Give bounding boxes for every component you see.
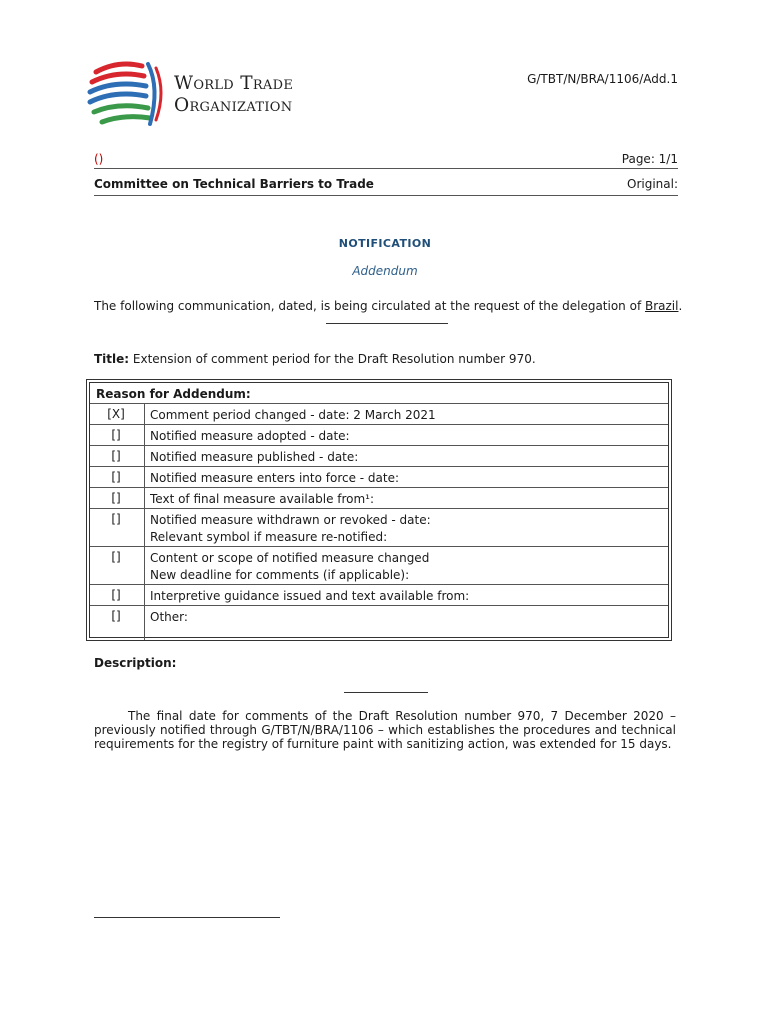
reason-description [150, 512, 431, 546]
header-divider [94, 168, 678, 169]
footnote-rule [94, 917, 280, 918]
header-divider-bottom [94, 195, 678, 196]
column-divider [144, 446, 145, 467]
country-name: Brazil [644, 299, 679, 313]
column-divider [144, 425, 145, 446]
organization-name [174, 73, 293, 117]
column-divider [144, 585, 145, 606]
communication-text [94, 299, 682, 313]
reason-line: Notified measure published - date: [150, 450, 359, 464]
reason-table [86, 379, 672, 641]
reason-checkbox-mark: [] [111, 512, 121, 526]
communication-prefix: The following communication, dated, is being circulated at the request of the delegation of [94, 299, 645, 313]
reason-line: Content or scope of notified measure changed [150, 551, 430, 565]
notification-title: NOTIFICATION [338, 237, 432, 250]
reason-row [90, 508, 668, 547]
reason-description [150, 428, 350, 445]
column-divider [144, 509, 145, 547]
reason-row [90, 487, 668, 509]
reason-line: Notified measure enters into force - date: [150, 471, 400, 485]
reason-checkbox-mark: [X] [107, 407, 125, 421]
reason-heading: Reason for Addendum: [96, 387, 251, 401]
description-rule [344, 692, 428, 693]
committee-name: Committee on Technical Barriers to Trade [94, 177, 374, 191]
reason-row [90, 424, 668, 446]
reason-line: Notified measure withdrawn or revoked - date: [150, 513, 431, 527]
reason-description [150, 550, 429, 584]
description-label: Description: [94, 656, 177, 670]
reason-line: Relevant symbol if measure re-notified: [150, 530, 388, 544]
reason-row [90, 584, 668, 606]
column-divider [144, 488, 145, 509]
reason-row [90, 546, 668, 585]
reason-checkbox-mark: [] [111, 550, 121, 564]
reason-line: Interpretive guidance issued and text available from: [150, 589, 470, 603]
separator-rule [326, 323, 448, 324]
column-divider [144, 547, 145, 585]
wto-logo-icon [84, 58, 166, 132]
title-text: Extension of comment period for the Draft Resolution number 970. [129, 352, 536, 366]
reason-row [90, 445, 668, 467]
reason-line: New deadline for comments (if applicable): [150, 568, 410, 582]
notification-subtitle: Addendum [352, 264, 418, 278]
reason-description [150, 609, 188, 626]
reason-description [150, 491, 374, 508]
measure-title [94, 352, 536, 366]
organization-name-line2: Organization [174, 95, 293, 116]
reason-checkbox-mark: [] [111, 428, 121, 442]
reason-checkbox-mark: [] [111, 449, 121, 463]
reason-checkbox-mark: [] [111, 470, 121, 484]
reason-checkbox-mark: [] [111, 588, 121, 602]
reason-row [90, 466, 668, 488]
reason-row [90, 403, 668, 425]
reason-description [150, 470, 399, 487]
organization-name-line1: World Trade [174, 73, 294, 94]
reason-description [150, 449, 358, 466]
reason-line: Other: [150, 610, 188, 624]
reason-row [90, 605, 668, 640]
column-divider [144, 404, 145, 425]
page-number: Page: 1/1 [621, 152, 678, 166]
description-text: The final date for comments of the Draft Resolution number 970, 7 December 2020 – previously notified through G/TBT/N/BRA/1106 – which establishes the procedures and technical requirements for the registry of furniture paint with sanitizing action, was extended for 15 days. [94, 709, 676, 751]
reason-description [150, 588, 469, 605]
reason-checkbox-mark: [] [111, 491, 121, 505]
column-divider [144, 606, 145, 640]
title-label: Title: [94, 352, 130, 366]
reason-line: Notified measure adopted - date: [150, 429, 350, 443]
reason-checkbox-mark: [] [111, 609, 121, 623]
original-language: Original: [627, 177, 678, 191]
communication-suffix: . [678, 299, 683, 313]
reason-line: Comment period changed - date: 2 March 2021 [150, 408, 436, 422]
column-divider [144, 467, 145, 488]
reason-line: Text of final measure available from¹: [150, 492, 375, 506]
reason-description [150, 407, 436, 424]
document-symbol: G/TBT/N/BRA/1106/Add.1 [527, 72, 678, 86]
header-paren: () [94, 152, 104, 166]
